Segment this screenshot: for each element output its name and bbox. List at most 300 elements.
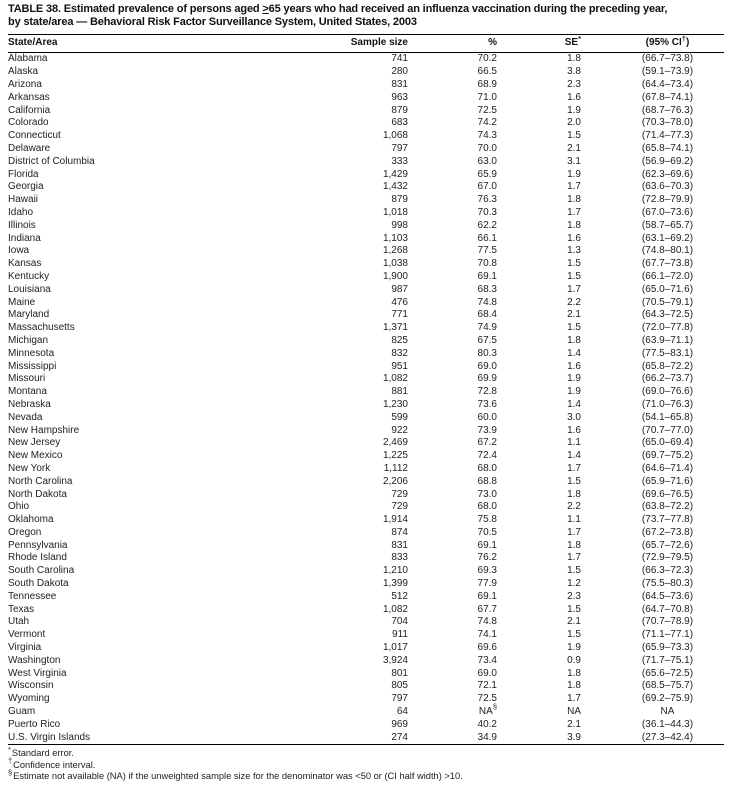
sample-size: 2,469	[382, 437, 408, 449]
standard-error: 3.1	[567, 155, 581, 167]
sample-size: 1,103	[382, 232, 408, 244]
standard-error: 1.7	[567, 283, 581, 295]
percent-cell	[412, 258, 501, 271]
sample-size: 987	[391, 283, 408, 295]
table-row	[8, 668, 724, 681]
asterisk-marker: *	[8, 744, 11, 754]
footnote-text: Standard error.	[11, 748, 74, 759]
percent-cell	[412, 322, 501, 335]
confidence-interval: (27.3–42.4)	[641, 731, 694, 743]
percent-cell	[412, 527, 501, 540]
confidence-interval: (66.3–72.3)	[641, 565, 694, 577]
col-header-ci	[585, 35, 724, 53]
percent-value: 69.0	[477, 360, 497, 372]
sample-size: 1,017	[382, 642, 408, 654]
standard-error: 1.7	[567, 181, 581, 193]
table-row	[8, 66, 724, 79]
table-row	[8, 79, 724, 92]
table-row	[8, 552, 724, 565]
state-name: Vermont	[8, 629, 46, 641]
percent-value: 68.0	[477, 462, 497, 474]
percent-cell	[412, 92, 501, 105]
confidence-interval: (64.5–73.6)	[641, 590, 694, 602]
standard-error: 1.8	[567, 488, 581, 500]
standard-error: 2.3	[567, 79, 581, 90]
sample-size: 998	[391, 219, 408, 231]
state-name: Oregon	[8, 526, 42, 538]
percent-cell	[412, 604, 501, 617]
percent-cell	[412, 693, 501, 706]
confidence-interval: (71.4–77.3)	[641, 130, 694, 142]
confidence-interval: (63.6–70.3)	[641, 181, 694, 193]
percent-cell	[412, 732, 501, 745]
table-row	[8, 233, 724, 246]
sample-size: 729	[391, 501, 408, 513]
state-name: South Dakota	[8, 578, 69, 590]
sample-size: 833	[391, 552, 408, 564]
table-row	[8, 437, 724, 450]
title-line1-pre: TABLE 38. Estimated prevalence of persons aged	[8, 3, 263, 15]
sample-size: 274	[391, 731, 408, 743]
standard-error: 1.5	[567, 603, 581, 615]
state-name: Massachusetts	[8, 322, 75, 334]
percent-cell	[412, 53, 501, 66]
state-name: Missouri	[8, 373, 46, 385]
sample-size: 1,900	[382, 270, 408, 282]
state-name: Utah	[8, 616, 30, 628]
percent-cell	[412, 245, 501, 258]
state-name: Michigan	[8, 334, 49, 346]
standard-error: 1.7	[567, 552, 581, 564]
table-row	[8, 169, 724, 182]
percent-value: 74.8	[477, 296, 497, 308]
state-name: Illinois	[8, 219, 36, 231]
table-row	[8, 604, 724, 617]
percent-value: 73.9	[477, 424, 497, 436]
sample-size: 1,068	[382, 130, 408, 142]
state-name: Nevada	[8, 411, 43, 423]
percent-cell	[412, 169, 501, 182]
confidence-interval: (77.5–83.1)	[641, 347, 694, 359]
state-name: Ohio	[8, 501, 30, 513]
state-name: Alaska	[8, 66, 39, 78]
standard-error: 1.4	[567, 450, 581, 462]
sample-size: 599	[391, 411, 408, 423]
confidence-interval: (72.8–79.9)	[641, 194, 694, 206]
state-name: Alabama	[8, 53, 48, 65]
standard-error: 1.1	[567, 514, 581, 526]
percent-value: 74.9	[477, 322, 497, 334]
confidence-interval: (58.7–65.7)	[641, 219, 694, 231]
percent-cell	[412, 181, 501, 194]
percent-cell	[412, 702, 501, 719]
percent-value: 68.9	[477, 79, 497, 90]
percent-cell	[412, 565, 501, 578]
percent-value: 68.0	[477, 501, 497, 513]
sample-size: 922	[391, 424, 408, 436]
table-row	[8, 386, 724, 399]
se-footnote-marker: *	[578, 33, 581, 43]
standard-error: 2.1	[567, 309, 581, 321]
percent-cell	[412, 335, 501, 348]
confidence-interval: (66.2–73.7)	[641, 373, 694, 385]
state-name: Puerto Rico	[8, 718, 61, 730]
percent-value: 75.8	[477, 514, 497, 526]
percent-cell	[412, 309, 501, 322]
confidence-interval: (65.9–73.3)	[641, 642, 694, 654]
footnotes	[8, 744, 724, 782]
table-row	[8, 156, 724, 169]
confidence-interval: (64.4–73.4)	[641, 79, 694, 90]
standard-error: 1.5	[567, 629, 581, 641]
standard-error: 1.1	[567, 437, 581, 449]
percent-value: 70.8	[477, 258, 497, 270]
standard-error: 1.8	[567, 53, 581, 65]
table-row	[8, 361, 724, 374]
state-name: South Carolina	[8, 565, 75, 577]
percent-cell	[412, 578, 501, 591]
percent-cell	[412, 130, 501, 143]
table-row	[8, 680, 724, 693]
percent-value: 69.1	[477, 590, 497, 602]
percent-value: 69.0	[477, 667, 497, 679]
percent-cell	[412, 552, 501, 565]
sample-size: 1,429	[382, 168, 408, 180]
table-row	[8, 565, 724, 578]
sample-size: 771	[391, 309, 408, 321]
confidence-interval: (65.0–71.6)	[641, 283, 694, 295]
table-row	[8, 463, 724, 476]
standard-error: 2.1	[567, 718, 581, 730]
sample-size: 1,018	[382, 206, 408, 218]
state-name: Montana	[8, 386, 47, 398]
sample-size: 969	[391, 718, 408, 730]
percent-cell	[412, 719, 501, 732]
table-row	[8, 53, 724, 66]
section-marker: §	[8, 767, 13, 777]
percent-cell	[412, 207, 501, 220]
percent-value: 68.8	[477, 475, 497, 487]
sample-size: 280	[391, 66, 408, 78]
table-row	[8, 693, 724, 706]
percent-value: 71.0	[477, 91, 497, 103]
sample-size: 1,082	[382, 603, 408, 615]
percent-cell	[412, 655, 501, 668]
sample-size: 1,038	[382, 258, 408, 270]
sample-size: 1,225	[382, 450, 408, 462]
percent-value: 76.2	[477, 552, 497, 564]
table-row	[8, 297, 724, 310]
percent-cell	[412, 284, 501, 297]
table-row	[8, 412, 724, 425]
standard-error: 2.3	[567, 590, 581, 602]
state-name: Delaware	[8, 142, 51, 154]
sample-size: 881	[391, 386, 408, 398]
col-header-sample-size: Sample size	[348, 35, 412, 53]
table-row	[8, 578, 724, 591]
standard-error: 1.6	[567, 232, 581, 244]
confidence-interval: (70.5–79.1)	[641, 296, 694, 308]
percent-value: 80.3	[477, 347, 497, 359]
state-name: Pennsylvania	[8, 539, 68, 551]
standard-error: 1.6	[567, 91, 581, 103]
state-name: Hawaii	[8, 194, 39, 206]
header-row	[8, 35, 724, 53]
percent-cell	[412, 412, 501, 425]
state-name: Wisconsin	[8, 680, 54, 692]
table-row	[8, 220, 724, 233]
dagger-marker: †	[8, 756, 13, 766]
confidence-interval: (67.2–73.8)	[641, 526, 694, 538]
sample-size: 879	[391, 104, 408, 116]
state-name: Mississippi	[8, 360, 57, 372]
state-name: Florida	[8, 168, 39, 180]
percent-value: 63.0	[477, 155, 497, 167]
percent-value: 72.5	[477, 104, 497, 116]
percent-value: 34.9	[477, 731, 497, 743]
table-row	[8, 92, 724, 105]
state-name: Minnesota	[8, 347, 55, 359]
percent-cell	[412, 668, 501, 681]
state-name: New Jersey	[8, 437, 61, 449]
percent-value: 67.5	[477, 334, 497, 346]
percent-value: 66.5	[477, 66, 497, 78]
table-row	[8, 181, 724, 194]
percent-value: 72.1	[477, 680, 497, 692]
state-name: Texas	[8, 603, 35, 615]
percent-cell	[412, 450, 501, 463]
table-row	[8, 309, 724, 322]
confidence-interval: (70.7–77.0)	[641, 424, 694, 436]
state-name: Kentucky	[8, 270, 50, 282]
standard-error: 2.0	[567, 117, 581, 129]
percent-value: 77.5	[477, 245, 497, 257]
table-title	[8, 3, 724, 29]
table-row	[8, 476, 724, 489]
percent-cell	[412, 271, 501, 284]
standard-error: 1.5	[567, 258, 581, 270]
percent-cell	[412, 194, 501, 207]
confidence-interval: (56.9–69.2)	[641, 155, 694, 167]
table-row	[8, 117, 724, 130]
table-row	[8, 540, 724, 553]
standard-error: 2.1	[567, 142, 581, 154]
standard-error: 3.9	[567, 731, 581, 743]
table-row	[8, 271, 724, 284]
title-line2: by state/area — Behavioral Risk Factor Surveillance System, United States, 2003	[8, 16, 417, 29]
percent-cell	[412, 629, 501, 642]
state-name: Arkansas	[8, 91, 50, 103]
sample-size: 1,432	[382, 181, 408, 193]
percent-value: 65.9	[477, 168, 497, 180]
sample-size: 825	[391, 334, 408, 346]
percent-cell	[412, 463, 501, 476]
confidence-interval: (68.5–75.7)	[641, 680, 694, 692]
sample-size: 1,399	[382, 578, 408, 590]
sample-size: 805	[391, 680, 408, 692]
table-row	[8, 130, 724, 143]
table-row	[8, 207, 724, 220]
standard-error: 1.5	[567, 565, 581, 577]
standard-error: 1.9	[567, 104, 581, 116]
percent-value: NA	[478, 706, 493, 718]
percent-cell	[412, 437, 501, 450]
state-name: Georgia	[8, 181, 44, 193]
percent-sup: §	[492, 702, 497, 712]
ci-footnote-marker: †	[681, 33, 686, 43]
table-row	[8, 514, 724, 527]
confidence-interval: (65.7–72.6)	[641, 539, 694, 551]
se-label: SE	[564, 37, 579, 49]
table-row	[8, 194, 724, 207]
table-row	[8, 335, 724, 348]
percent-cell	[412, 501, 501, 514]
ci-label-close: )	[685, 37, 690, 49]
state-name: Virginia	[8, 642, 42, 654]
footnote-na-definition	[8, 767, 724, 782]
state-name: Maine	[8, 296, 36, 308]
standard-error: 1.9	[567, 642, 581, 654]
percent-value: 73.4	[477, 654, 497, 666]
footnote-confidence-interval	[8, 756, 724, 771]
percent-value: 67.2	[477, 437, 497, 449]
state-name: New Hampshire	[8, 424, 80, 436]
percent-value: 70.3	[477, 206, 497, 218]
percent-value: 77.9	[477, 578, 497, 590]
confidence-interval: (71.7–75.1)	[641, 654, 694, 666]
percent-cell	[412, 220, 501, 233]
table-row	[8, 143, 724, 156]
state-name: Indiana	[8, 232, 41, 244]
confidence-interval: (67.0–73.6)	[641, 206, 694, 218]
percent-value: 73.0	[477, 488, 497, 500]
confidence-interval: (65.8–72.2)	[641, 360, 694, 372]
standard-error: 1.7	[567, 526, 581, 538]
state-name: Arizona	[8, 79, 42, 90]
table-row	[8, 450, 724, 463]
footnote-text: Confidence interval.	[13, 759, 96, 770]
confidence-interval: (66.7–73.8)	[641, 53, 694, 65]
state-name: North Dakota	[8, 488, 67, 500]
percent-value: 73.6	[477, 398, 497, 410]
confidence-interval: (63.9–71.1)	[641, 334, 694, 346]
sample-size: 963	[391, 91, 408, 103]
table-row	[8, 642, 724, 655]
percent-cell	[412, 540, 501, 553]
percent-value: 72.5	[477, 693, 497, 705]
state-name: Nebraska	[8, 398, 51, 410]
sample-size: 879	[391, 194, 408, 206]
sample-size: 704	[391, 616, 408, 628]
standard-error: 2.2	[567, 501, 581, 513]
confidence-interval: (62.3–69.6)	[641, 168, 694, 180]
ci-label: (95% CI	[645, 37, 682, 49]
col-header-se	[501, 35, 585, 53]
standard-error: 2.2	[567, 296, 581, 308]
state-name: Guam	[8, 706, 36, 718]
percent-cell	[412, 616, 501, 629]
standard-error: 1.7	[567, 693, 581, 705]
confidence-interval: (63.8–72.2)	[641, 501, 694, 513]
confidence-interval: (67.8–74.1)	[641, 91, 694, 103]
percent-value: 67.7	[477, 603, 497, 615]
confidence-interval: (73.7–77.8)	[641, 514, 694, 526]
confidence-interval: (75.5–80.3)	[641, 578, 694, 590]
state-name: California	[8, 104, 51, 116]
standard-error: 2.1	[567, 616, 581, 628]
table-row	[8, 732, 724, 745]
percent-value: 69.6	[477, 642, 497, 654]
percent-cell	[412, 680, 501, 693]
standard-error: 1.4	[567, 398, 581, 410]
table-row	[8, 706, 724, 719]
standard-error: 1.8	[567, 539, 581, 551]
standard-error: 1.5	[567, 475, 581, 487]
confidence-interval: (64.7–70.8)	[641, 603, 694, 615]
percent-value: 70.5	[477, 526, 497, 538]
percent-cell	[412, 117, 501, 130]
table-row	[8, 399, 724, 412]
table-row	[8, 501, 724, 514]
sample-size: 1,210	[382, 565, 408, 577]
percent-value: 74.1	[477, 629, 497, 641]
confidence-interval: (67.7–73.8)	[641, 258, 694, 270]
percent-value: 60.0	[477, 411, 497, 423]
table-row	[8, 719, 724, 732]
percent-value: 74.3	[477, 130, 497, 142]
sample-size: 1,112	[383, 462, 408, 474]
table-row	[8, 373, 724, 386]
confidence-interval: (66.1–72.0)	[641, 270, 694, 282]
percent-value: 74.2	[477, 117, 497, 129]
percent-value: 74.8	[477, 616, 497, 628]
percent-value: 76.3	[477, 194, 497, 206]
percent-cell	[412, 489, 501, 502]
table-row	[8, 591, 724, 604]
prevalence-table	[8, 34, 724, 745]
confidence-interval: (70.3–78.0)	[641, 117, 694, 129]
confidence-interval: (69.7–75.2)	[641, 450, 694, 462]
percent-value: 69.1	[477, 270, 497, 282]
sample-size: 741	[391, 53, 408, 65]
state-name: Connecticut	[8, 130, 61, 142]
standard-error: 1.2	[567, 578, 581, 590]
percent-cell	[412, 399, 501, 412]
standard-error: 1.6	[567, 424, 581, 436]
sample-size: 1,268	[382, 245, 408, 257]
table-row	[8, 489, 724, 502]
confidence-interval: (70.7–78.9)	[641, 616, 694, 628]
sample-size: 683	[391, 117, 408, 129]
standard-error: 1.5	[567, 270, 581, 282]
standard-error: 1.7	[567, 206, 581, 218]
standard-error: 1.4	[567, 347, 581, 359]
state-name: Rhode Island	[8, 552, 67, 564]
table-row	[8, 348, 724, 361]
percent-value: 68.4	[477, 309, 497, 321]
greater-equal-symbol: >	[262, 3, 269, 15]
standard-error: 3.0	[567, 411, 581, 423]
footnote-standard-error	[8, 744, 724, 759]
col-header-percent: %	[412, 35, 501, 53]
standard-error: 1.6	[567, 360, 581, 372]
confidence-interval: (36.1–44.3)	[641, 718, 694, 730]
state-name: North Carolina	[8, 475, 73, 487]
percent-value: 68.3	[477, 283, 497, 295]
percent-cell	[412, 143, 501, 156]
table-row	[8, 616, 724, 629]
standard-error: 1.8	[567, 219, 581, 231]
